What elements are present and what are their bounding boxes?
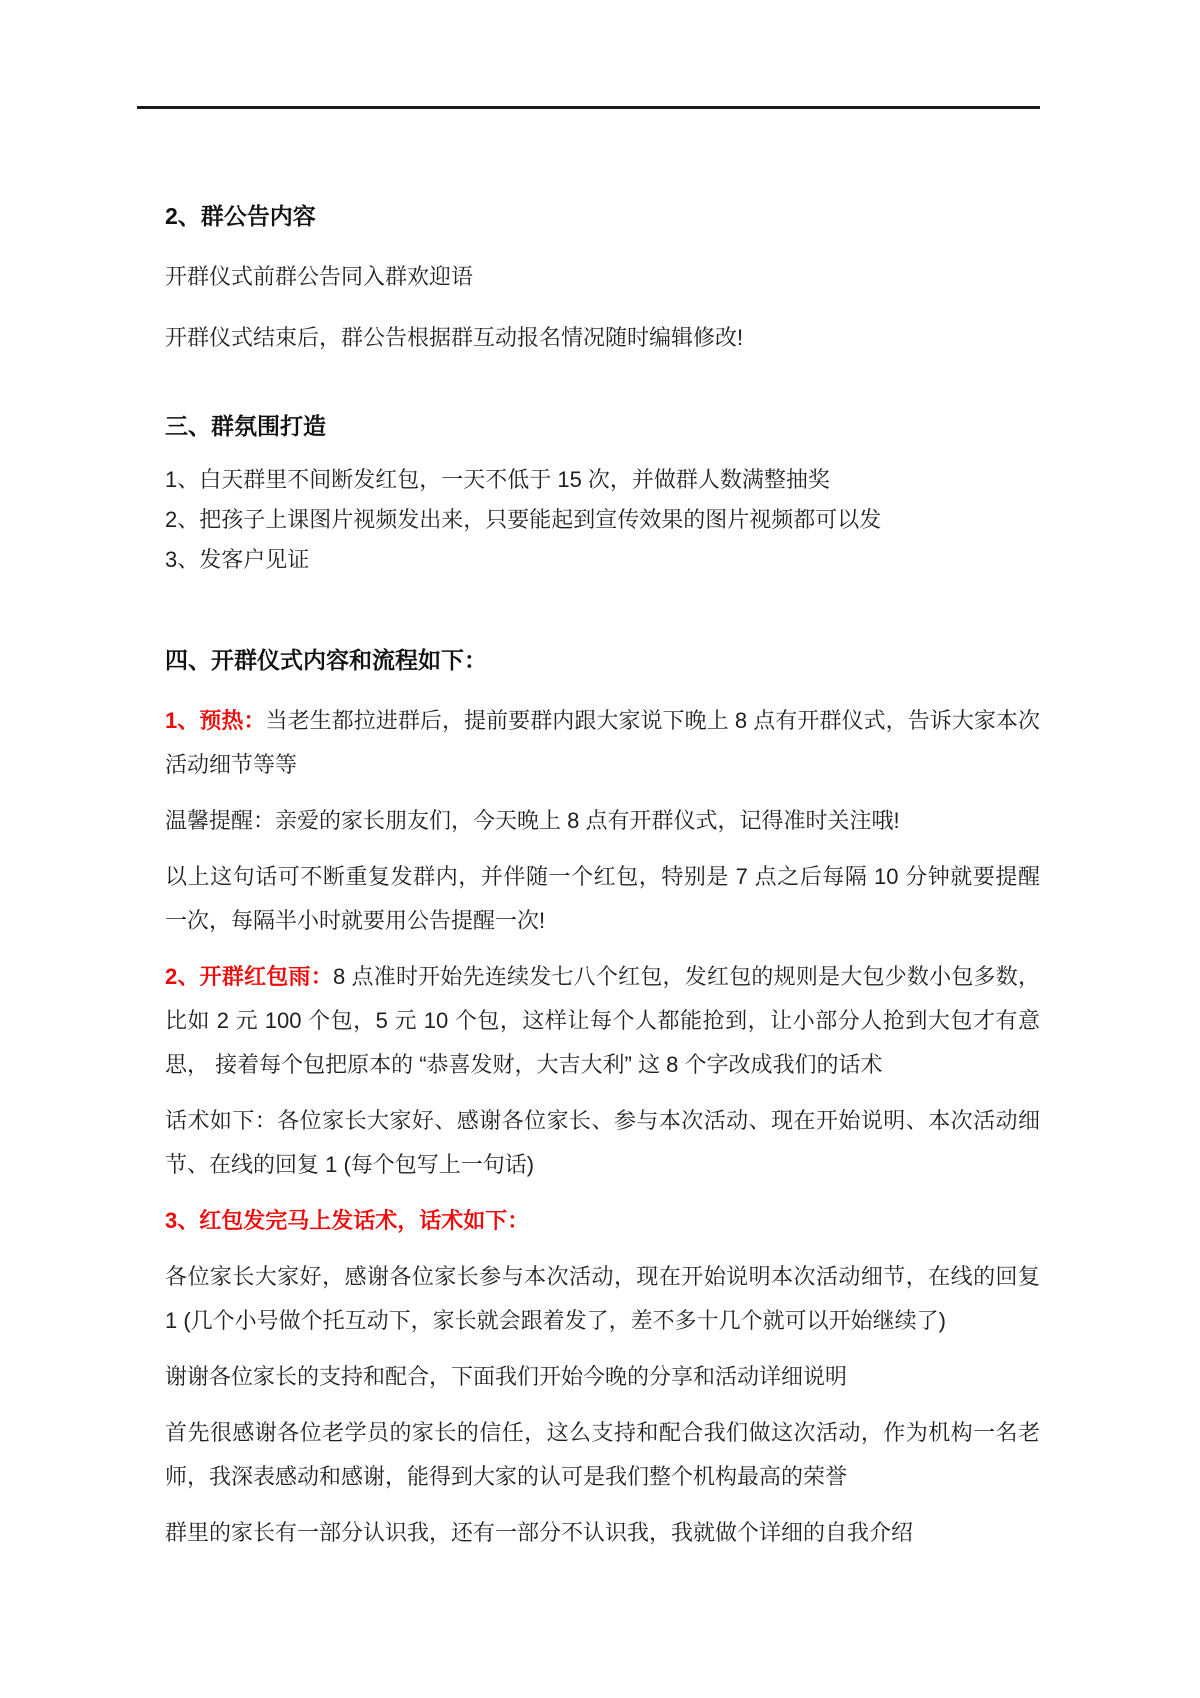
- section3-heading: 三、群氛围打造: [165, 413, 326, 439]
- repeat-note-paragraph: 以上这句话可不断重复发群内，并伴随一个红包，特别是 7 点之后每隔 10 分钟就要提醒一次，每隔半小时就要用公告提醒一次!: [165, 864, 1040, 933]
- script-paragraph-3: 首先很感谢各位老学员的家长的信任，这么支持和配合我们做这次活动，作为机构一名老师，我深表感动和感谢，能得到大家的认可是我们整个机构最高的荣誉: [165, 1420, 1040, 1489]
- section3-item-2: 2、把孩子上课图片视频发出来，只要能起到宣传效果的图片视频都可以发: [165, 507, 882, 532]
- script-paragraph-1: 各位家长大家好，感谢各位家长参与本次活动，现在开始说明本次活动细节，在线的回复 1 (几个小号做个托互动下，家长就会跟着发了，差不多十几个就可以开始继续了): [165, 1264, 1040, 1333]
- section3-item-1: 1、白天群里不间断发红包，一天不低于 15 次，并做群人数满整抽奖: [165, 467, 830, 492]
- section2-paragraph-2: 开群仪式结束后，群公告根据群互动报名情况随时编辑修改!: [165, 325, 744, 350]
- step3-heading: 3、红包发完马上发话术，话术如下：: [165, 1208, 530, 1233]
- step2-red-lead: 2、开群红包雨：: [165, 964, 333, 989]
- section2-paragraph-1: 开群仪式前群公告同入群欢迎语: [165, 264, 474, 289]
- section2-heading: 2、群公告内容: [165, 203, 316, 229]
- step2-paragraph: [165, 955, 1040, 1087]
- step1-paragraph: [165, 699, 1040, 787]
- section3-item-3: 3、发客户见证: [165, 547, 310, 572]
- script-intro-paragraph: 话术如下：各位家长大家好、感谢各位家长、参与本次活动、现在开始说明、本次活动细节、在线的回复 1 (每个包写上一句话): [165, 1108, 1040, 1177]
- step1-red-lead: 1、预热：: [165, 708, 266, 733]
- script-paragraph-2: 谢谢各位家长的支持和配合，下面我们开始今晚的分享和活动详细说明: [165, 1364, 848, 1389]
- document-content: [165, 110, 1040, 1567]
- step2-text: 8 点准时开始先连续发七八个红包，发红包的规则是大包少数小包多数，比如 2 元 100 个包，5 元 10 个包，这样让每个人都能抢到，让小部分人抢到大包才有意思， 接着每个包把原本的 “恭喜发财，大吉大利” 这 8 个字改成我们的话术: [165, 964, 1040, 1077]
- top-horizontal-rule: [137, 106, 1040, 109]
- warm-reminder-paragraph: 温馨提醒：亲爱的家长朋友们，今天晚上 8 点有开群仪式，记得准时关注哦!: [165, 808, 900, 833]
- script-paragraph-4: 群里的家长有一部分认识我，还有一部分不认识我，我就做个详细的自我介绍: [165, 1520, 914, 1545]
- section4-heading: 四、开群仪式内容和流程如下：: [165, 647, 487, 673]
- step1-text: 当老生都拉进群后，提前要群内跟大家说下晚上 8 点有开群仪式，告诉大家本次活动细节等等: [165, 708, 1040, 777]
